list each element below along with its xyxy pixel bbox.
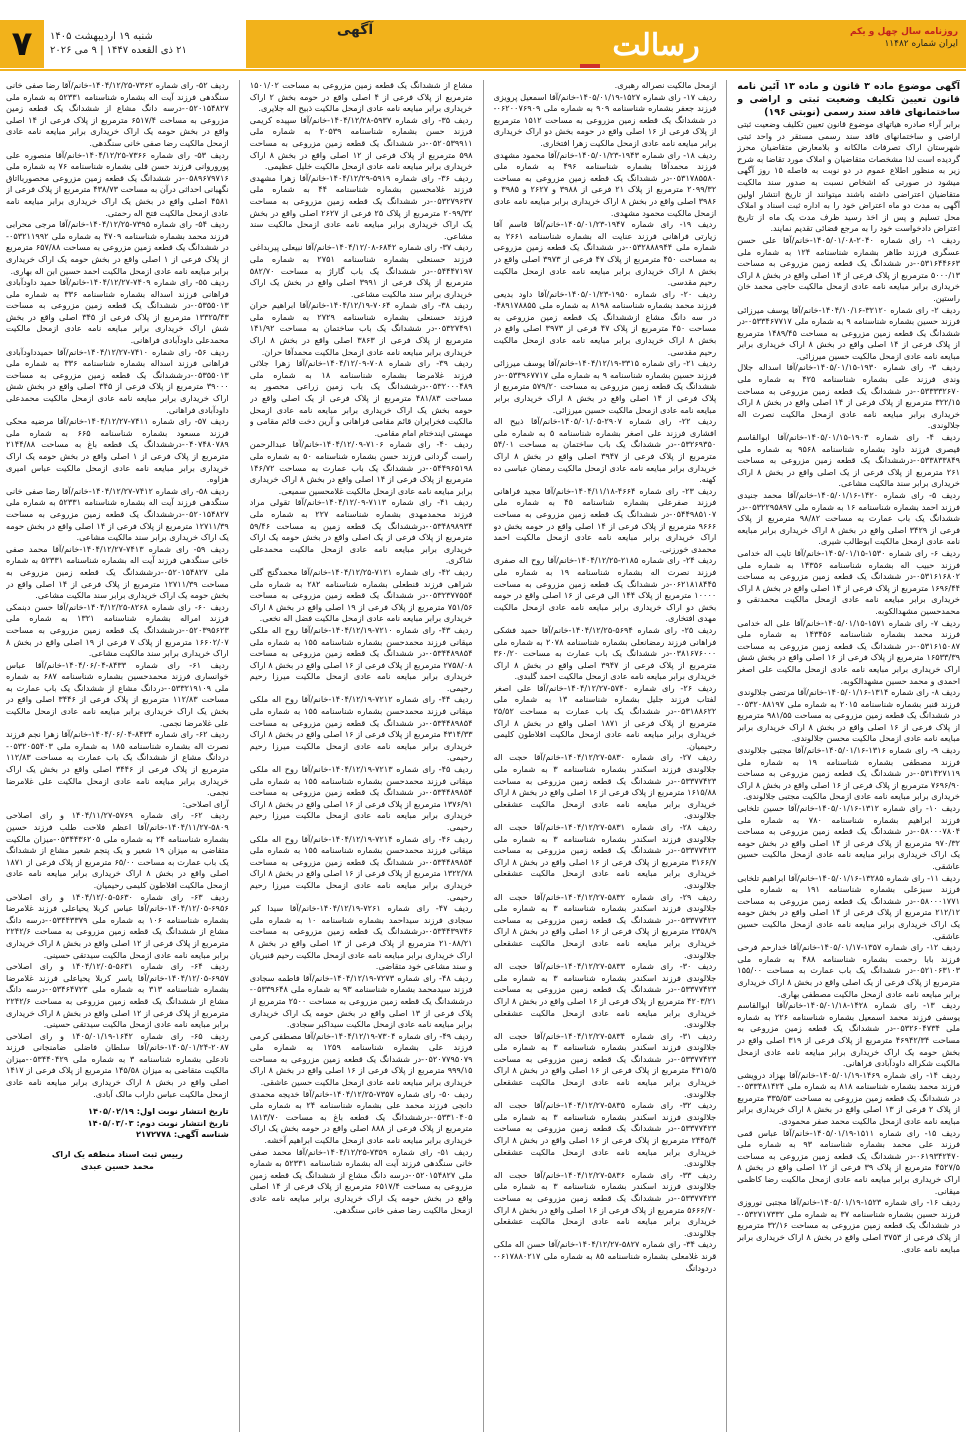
notice-entry: ردیف ۳۴- رای شماره ۵۸۲۷-۱۴۰۴/۱۲/۲۷-خانم/آقا حسن اله ملکی قرند غلامعلی بشماره شناسنامه ۸۵ به شماره ملی ۰۶۱۷۸۸۰۲۱۷-دردودانگ (493, 1239, 717, 1273)
column-4 (6, 80, 229, 1432)
issue-number: ایران شماره ۱۱۴۸۲ (884, 39, 958, 49)
notice-columns (6, 80, 960, 1432)
notice-entry: ردیف ۳۹- رای شماره ۷۰۸-۱۴۰۴/۱۲/۰۹-خانم/آقا زهرا جلائی فرزند غلامرضا بشماره شناسنامه ۱۸ به شماره ملی ۰۵۳۲۰۰۰۴۸۹-درششدانگ یک باب زمین زراعی محصور به مساحت ۴۸۱/۸۳ مترمربع از پلاک فرعی از یک اصلی واقع در حومه بخش یک اراک خریداری برابر مبایعه نامه عادی ازمحل مالکیت فخرایران قائم مقامی فراهانی و آرین دخت قائم مقامی و مهستی ایندختام امام مقامی. (249, 358, 473, 438)
notice-entry: ردیف ۱۸- رای شماره ۱۹۴۳-۱۴۰۵/۰۱/۲۳-خانم/آقا محمود مشهدی فرزند محمدآقا بشماره شناسنامه ۴۹۶ به شماره ملی ۰۵۳۱۷۸۵۵۸۰-در ششدانگ یک قطعه زمین مزروعی به مساحت ۲۰۹۹/۳۲ مترمربع از پلاک ۲۱ فرعی از ۳۹۸۸ و ۲۶۲۷ و ۳۹۸۵ و ۳۹۸۶ اصلی واقع در بخش ۸ اراک خریداری برابر مبایعه نامه عادی ازمحل مالکیت محمود مشهدی. (493, 149, 717, 218)
notice-entry: ردیف ۴۶- رای شماره ۷۲۱۴-۱۴۰۴/۱۲/۱۹-خانم/آقا روح اله ملکی میقانی فرزند محمدحسن بشماره شناسنامه ۱۵۵ به شماره ملی ۰۵۳۴۴۸۹۸۵۴-در ششدانگ یک قطعه زمین مزروعی به مساحت ۱۳۲۲/۷۸ مترمربع از پلاک فرعی از ۱۶ اصلی واقع در بخش ۸ اراک خریداری برابر مبایعه نامه عادی ازمحل مالکیت میرزا رحیم رحیمی. (249, 833, 473, 902)
notice-entry: ردیف ۱۲- رای شماره ۱۳۵۷-۱۴۰۵/۰۱/۱۷-خانم/آقا خدارحم فرحی فرزند بابا رحمت بشماره شناسنامه ۴۸۸ به شماره ملی ۰۵۲۱۰۶۳۱۰۳-در ششدانگ یک باب عمارت به مساحت ۱۵۵/۰۰ مترمربع از پلاک فرعی از یک اصلی واقع در بخش ۸ اراک خریداری برابر مبایعه نامه عادی ازمحل مالکیت مصطفی بهاری. (737, 942, 960, 999)
notice-entry: ردیف ۴- رای شماره ۱۹۰۳-۱۴۰۵/۰۱/۱۵-خانم/آقا ابوالقاسم قیصری فرزند داود بشماره شناسنامه ۹۵۶۸ به شماره ملی ۰۵۳۳۸۳۳۸۴۹-درششدانگ یک قطعه زمین مزروعی به مساحت ۲۶۱ مترمربع از پلاک فرعی از یک اصلی واقع در بخش ۸ اراک خریداری برابر سند مالکیت مشاعی. (737, 432, 960, 489)
notice-entry: ردیف ۵۴- رای شماره ۷۳۹۵-۱۴۰۴/۱۲/۲۵-خانم/آقا مرجی محرابی فرزند محمد بشماره شناسنامه ۴۷۰۹ به شماره ملی ۰۵۳۲۱۱۹۹۲-در ششدانگ یک قطعه زمین مزروعی به مساحت ۶۵۷/۸۸ مترمربع از پلاک فرعی از ۱ اصلی واقع در بخش حومه یک اراک خریداری برابر مبایعه نامه عادی ازمحل مالکیت احمد حسین ابن اله بهاری. (6, 219, 229, 276)
notice-entry: ردیف ۵۹- رای شماره ۷۴۱۳-۱۴۰۴/۱۲/۲۷-خانم/آقا محمد صفی خانی سنگدهی فرزند آیت اله بشماره شناسنامه ۵۲۳۳۱ به شماره ملی ۰۵۲۰۱۵۴۸۲۷-درششدانگ یک قطعه زمین مزروعی به مساحت ۱۲۷۱۱/۳۹ مترمربع از پلاک فرعی از ۱۴ اصلی واقع در بخش حومه یک اراک خریداری برابر سند مالکیت مشاعی. (6, 543, 229, 601)
column-divider (239, 80, 240, 1432)
notice-entry: ردیف ۳۶- رای شماره ۵۹۱۹-۱۴۰۴/۱۲/۲۹-خانم/آقا زهرا مشهدی فرزند غلامحسین بشماره شناسنامه ۴۴ به شماره ملی ۰۵۳۲۷۹۶۳۷-در ششدانگ یک قطعه زمین مزروعی به مساحت ۲۰۹۹/۳۲ مترمربع از پلاک ۲۵ فرعی از ۲۶۲۷ اصلی واقع در بخش یک اراک خریداری برابر مبایعه نامه عادی ازمحل مالکیت سند مشاعی. (249, 172, 473, 241)
column-2 (494, 80, 717, 1432)
notice-entry: ردیف ۱۹- رای شماره ۱۹۴۷-۱۴۰۵/۰۱/۲۳-خانم/آقا قاسم آقا زیارتی فراهانی فرزند عنایت اله بشماره شناسنامه ۲۶۶۱ به شماره ملی ۰۵۳۲۸۸۸۹۴۴-در ششدانگ یک قطعه زمین مزروعی به مساحت ۴۵۰ مترمربع از پلاک ۴۷ فرعی از ۳۹۷۳ اصلی واقع در بخش ۸ اراک خریداری برابر مبایعه نامه عادی ازمحل مالکیت رحیم مقدسی. (493, 219, 717, 288)
notice-entry: ردیف ۴۵- رای شماره ۷۲۱۳-۱۴۰۴/۱۲/۱۹-خانم/آقا روح اله ملکی میقانی فرزند محمدحسن بشماره شناسنامه ۱۵۵ به شماره ملی ۰۵۳۴۴۸۹۸۵۴-در ششدانگ یک قطعه زمین مزروعی به مساحت ۱۳۷۶/۹۱ مترمربع از پلاک فرعی از ۱۶ اصلی واقع در بخش ۸ اراک خریداری برابر مبایعه نامه عادی ازمحل مالکیت میرزا رحیم رحیمی. (249, 764, 473, 832)
notice-entry: مشاع از ششدانگ یک قطعه زمین مزروعی به مساحت ۱۵۰۱/۰۲ مترمربع از پلاک فرعی از ۴ اصلی واقع در حومه بخش ۲ اراک خریداری برابر مبایعه نامه عادی ازمحل مالکیت ذبیح اله جلایری. (249, 80, 473, 114)
column-divider (726, 80, 727, 1432)
notice-entry: ردیف ۶- رای شماره ۱۵۳۰-۱۴۰۵/۰۱/۱۵-خانم/آقا تایب اله خدامی فرزند حبیب اله بشماره شناسنامه ۱۴۳۵۶ به شماره ملی ۰۵۳۱۶۱۶۸۰۲-در ششدانگ یک قطعه زمین مزروعی به مساحت ۱۶۹۶/۴۴ مترمربع از پلاک فرعی از ۱۴ اصلی واقع در بخش ۸ اراک خریداری برابر مبایعه نامه عادی ازمحل مالکیت محمدنقی و محمدحسین مشهدالکوبه. (737, 547, 960, 616)
notice-title: آگهی موضوع ماده ۳ قانون و ماده ۱۳ آئین نامه قانون تعیین تکلیف وضعیت ثبتی و اراضی و ساختمانهای فاقد سند رسمی (نوبتی ۱۹۶) (737, 81, 960, 118)
notice-entry: ردیف ۱۳- رای شماره ۱۴۲۸-۱۴۰۵/۰۱/۱۸-خانم/آقا ابوالقاسم یوسفی فرزند محمد اسمعیل بشماره شناسنامه ۲۲۶ به شماره ملی ۰۵۳۲۶۰۴۷۳۴-در ششدانگ یک قطعه زمین مزروعی به مساحت ۴۶۹۴۲/۳۴ مترمربع از پلاک فرعی از ۳۱۹ اصلی واقع در بخش حومه یک اراک خریداری برابر مبایعه نامه عادی ازمحل مالکیت شکراله داودآبادی فراهانی. (737, 1000, 960, 1069)
issue-date-other: ۲۱ ذی القعده ۱۴۴۷ | ۹ می ۲۰۲۶ (50, 45, 187, 56)
notice-entry: ردیف ۲۸- رای شماره ۵۸۳۱-۱۴۰۴/۱۲/۲۷-خانم/آقا حجت اله جلالوندی فرزند اسکندر بشماره شناسنامه ۳ به شماره ملی ۰۵۳۳۷۷۴۲۳-در ششدانگ یک قطعه زمین مزروعی به مساحت ۳۱۶۶/۷ مترمربع از پلاک فرعی از ۱۶ اصلی واقع در بخش ۸ اراک خریداری برابر مبایعه نامه عادی ازمحل مالکیت عشقعلی جلالوندی. (493, 822, 717, 890)
notice-entry: ردیف ۱۴- رای شماره ۱۴۶۹-۱۴۰۵/۰۱/۱۹-خانم/آقا بهزاد درویشی فرزند محمد بشماره شناسنامه ۸۱۸ به شماره ملی ۰۵۳۳۴۸۱۴۲۴-در ششدانگ یک قطعه زمین مزروعی به مساحت ۳۳۵/۵۳ مترمربع از پلاک ۲ فرعی از ۱۳ اصلی واقع در بخش ۸ اراک خریداری برابر مبایعه نامه عادی ازمحل مالکیت محمد صفر محمودی. (737, 1069, 960, 1127)
notice-entry: ردیف ۲۷- رای شماره ۵۸۳۰-۱۴۰۴/۱۲/۲۷-خانم/آقا حجت اله جلالوندی فرزند اسکندر بشماره شناسنامه ۳ به شماره ملی ۰۵۳۳۷۷۴۲۳-در ششدانگ یک قطعه زمین مزروعی به مساحت ۱۶۱۵/۸۸ مترمربع از پلاک فرعی از ۱۶ اصلی واقع در بخش ۸ اراک خریداری برابر مبایعه نامه عادی ازمحل مالکیت عشقعلی جلالوندی. (493, 752, 717, 821)
column-3-entries (250, 80, 473, 1216)
notice-entry: ردیف ۶۲- رای شماره ۸۴۳۴-۱۴۰۴/۰۶/۰۴-خانم/آقا زهرا نجم فرزند نصرت اله بشماره شناسنامه ۱۸۵ به شماره ملی ۰۵۳۲۰۵۵۴۰۳-دردانگ مشاع از ششدانگ یک باب عمارت به مساحت ۱۱۲/۸۳ مترمربع از پلاک فرعی از ۳۴۴۶ اصلی واقع در بخش یک اراک خریداری برابر مبایعه نامه عادی ازمحل مالکیت علی غلامرضا نجمی. (6, 729, 229, 798)
notice-entry: ردیف ۲۳- رای شماره ۴۶۶۴-۱۴۰۴/۱۱/۱۸-خانم/آقا مجید فراهانی فرزند صفرعلی بشماره شناسنامه ۴۵ به شماره ملی ۰۵۴۴۹۸۵۱۰۷-در ششدانگ یک قطعه زمین مزروعی به مساحت ۹۶۶۶ مترمربع از پلاک فرعی از ۱۴ اصلی واقع در حومه بخش دو اراک خریداری برابر مبایعه نامه عادی ازمحل مالکیت احمد محمدی خورزنی. (493, 485, 717, 554)
notice-entry: ردیف ۱۱- رای شماره ۱۳۲۸۵-۱۴۰۵/۰۱/۱۶-خانم/آقا ابراهیم تلخابی فرزند سیزعلی بشماره شناسنامه ۱۹۱ به شماره ملی ۰۵۸۰۰۰۱۷۷۱-در ششدانگ یک قطعه زمین مزروعی به مساحت ۲۱۲/۱۲ مترمربع از پلاک فرعی از ۱۴ اصلی واقع در بخش حومه یک اراک خریداری برابر مبایعه نامه عادی ازمحل مالکیت حسین عاشقی. (737, 872, 960, 941)
notice-entry: ردیف ۴۸- رای شماره ۷۲۷۳-۱۴۰۴/۱۲/۱۹-خانم/آقا فاطمه سجادی فرزند سیدمحمد بشماره شناسنامه ۹۳ به شماره ملی ۰۵۳۳۹۶۴۸-درششدانگ یک قطعه زمین مزروعی به مساحت ۲۵۰۰ مترمربع از پلاک فرعی از ۱۳ اصلی واقع در بخش حومه یک اراک خریداری برابر مبایعه نامه عادی ازمحل مالکیت سیداکبر سجادی. (249, 972, 473, 1030)
notice-entry: ردیف ۳۲- رای شماره ۵۸۳۵-۱۴۰۴/۱۲/۲۷-خانم/آقا حجت اله جلالوندی فرزند اسکندر بشماره شناسنامه ۳ به شماره ملی ۰۵۳۳۷۷۴۲۳-در ششدانگ یک قطعه زمین مزروعی به مساحت ۲۴۴۵/۴ مترمربع از پلاک فرعی از ۱۶ اصلی واقع در بخش ۸ اراک خریداری برابر مبایعه نامه عادی ازمحل مالکیت عشقعلی جلالوندی. (493, 1100, 717, 1169)
notice-entry: ردیف ۳۳- رای شماره ۵۸۳۶-۱۴۰۴/۱۲/۲۷-خانم/آقا حجت اله جلالوندی فرزند اسکندر بشماره شناسنامه ۳ به شماره ملی ۰۵۳۳۷۷۴۲۳-در ششدانگ یک قطعه زمین مزروعی به مساحت ۵۶۶۶/۷۰ مترمربع از پلاک فرعی از ۱۶ اصلی واقع در بخش ۸ اراک خریداری برابر مبایعه نامه عادی ازمحل مالکیت عشقعلی جلالوندی. (493, 1169, 717, 1238)
notice-entry: ردیف ۵۸- رای شماره ۷۴۱۲-۱۴۰۴/۱۲/۲۷-خانم/آقا رضا صفی خانی سنگدهی فرزند آیت اله بشماره شناسنامه ۵۲۳۳۱ به شماره ملی ۰۵۲۰۱۵۴۸۲۷-درششدانگ یک قطعه زمین مزروعی به مساحت ۱۲۷۱۱/۳۹ مترمربع از پلاک فرعی از ۱۴ اصلی واقع در بخش حومه یک اراک خریداری برابر سند مالکیت مشاعی. (6, 485, 229, 543)
header-divider (0, 69, 966, 71)
newspaper-header (0, 0, 966, 70)
notice-entry: ردیف ۵۰- رای شماره ۷۳۵۷-۱۴۰۴/۱۲/۲۵-خانم/آقا خدیجه محمدی دانجی فرزند محمد علی بشماره شناسنامه ۲۴ به شماره ملی ۰۵۳۳۱۰۴۰۵-درششدانگ یک قطعه باغ به مساحت ۱۸۱۳/۷۰ مترمربع از پلاک فرعی از ۸۸۸ اصلی واقع در حومه بخش یک اراک خریداری برابر مبایعه نامه عادی ازمحل مالکیت ابراهیم آخشه. (249, 1088, 473, 1146)
issue-date-persian: شنبه ۱۹ اردیبهشت ۱۴۰۵ (50, 31, 153, 42)
notice-entry: ردیف ۴۳- رای شماره ۷۲۱۰-۱۴۰۴/۱۲/۱۹-خانم/آقا روح اله ملکی میقانی فرزند محمدحسن بشماره شناسنامه ۱۵۵ به شماره ملی ۰۵۳۴۴۸۹۸۵۴-در ششدانگ یک قطعه زمین مزروعی به مساحت ۲۷۵۸/۰۸ مترمربع از پلاک فرعی از ۱۶ اصلی واقع در بخش ۸ اراک خریداری برابر مبایعه نامه عادی ازمحل مالکیت میرزا رحیم رحیمی. (249, 624, 473, 693)
notice-entry: ردیف ۲۵- رای شماره ۵۶۹۴-۱۴۰۴/۱۲/۲۵-خانم/آقا حمید فشکی فراهانی فرزند رمضانعلی بشماره شناسنامه ۲۰۷۸ به شماره ملی ۰۳۸۱۶۷۶۰۰۰-در ششدانگ یک باب عمارت به مساحت ۳۶۰/۲۰ مترمربع از پلاک فرعی از ۳۹۴۷ اصلی واقع در بخش ۸ اراک خریداری برابر مبایعه نامه عادی ازمحل مالکیت احمد گلبدی. (493, 624, 717, 682)
notice-entry: ردیف ۱۰- رای شماره ۱۳۱۲-۱۴۰۵/۰۱/۱۶-خانم/آقا حسین تلخابی فرزند ابراهیم بشماره شناسنامه ۷۸۰ به شماره ملی ۰۵۸۰۰۰۷۸۰۴-در ششدانگ یک قطعه زمین مزروعی به مساحت ۹۷۰/۳۲ مترمربع از پلاک فرعی از ۱۴ اصلی واقع در بخش حومه یک اراک خریداری برابر مبایعه نامه عادی ازمحل مالکیت حسین عاشقی. (737, 803, 960, 871)
notice-id: شناسه آگهی: ۲۱۷۲۷۷۸ (136, 1129, 229, 1140)
notice-entry: آرای اصلاحی: (182, 798, 229, 809)
notice-entry: ردیف ۳۵- رای شماره ۵۹۳۷-۱۴۰۴/۱۲/۲۸-خانم/آقا سپیده کریمی فرزند حسن بشماره شناسنامه ۲۰۵۳۹ به شماره ملی ۰۵۲۰۵۳۹۹۱۱-در ششدانگ یک قطعه زمین مزروعی به مساحت ۵۹۸ مترمربع از پلاک فرعی از ۱۲ اصلی واقع در بخش ۸ اراک خریداری برابر مبایعه نامه عادی ازمحل مالکیت خلیل عظیمی. (249, 114, 473, 172)
notice-entry: ردیف ۲۶- رای شماره ۵۷۴۰-۱۴۰۴/۱۲/۲۷-خانم/آقا علی اصغر لفتاب فرزند جلیل بشماره شناسنامه ۱۳ به شماره ملی ۰۵۳۱۸۸۶۲۲-در ششدانگ یک باب عمارت به مساحت ۲۵/۵۲ مترمربع از پلاک فرعی از ۱۸۷۱ اصلی واقع در بخش ۸ اراک خریداری برابر مبایعه نامه عادی ازمحل مالکیت افلاطون کلیمی رحیمیان. (493, 682, 717, 751)
notice-entry: ردیف ۶۲- رای شماره ۵۷۶۹-۱۴۰۴/۱۱/۲۷ و رای اصلاحی ۵۸۰۹-۱۴۰۴/۱۱/۲۷-خانم/آقا اعظم فلاحت طلب فرزند حسین بشماره شناسنامه ۲۴ به شماره ملی ۰۵۳۴۴۳۶۲۰۵-میزان مالکیت متقاضی به میزان ۱۹ شعیر و یک پنجم شعیر مشاع از ششدانگ یک باب عمارت به مساحت ۶۵/۰۰ مترمربع از پلاک فرعی از ۱۸۷۱ اصلی واقع در بخش ۸ اراک خریداری برابر مبایعه نامه عادی ازمحل مالکیت افلاطون کلیمی رحیمیان. (6, 810, 229, 890)
notice-entry: ردیف ۲۹- رای شماره ۵۸۳۲-۱۴۰۴/۱۲/۲۷-خانم/آقا حجت اله جلالوندی فرزند اسکندر بشماره شناسنامه ۳ به شماره ملی ۰۵۳۳۷۷۴۲۳-در ششدانگ یک قطعه زمین مزروعی به مساحت ۲۳۵۸/۹ مترمربع از پلاک فرعی از ۱۶ اصلی واقع در بخش ۸ اراک خریداری برابر مبایعه نامه عادی ازمحل مالکیت عشقعلی جلالوندی. (493, 891, 717, 960)
notice-entry: ردیف ۵۱- رای شماره ۷۳۵۹-۱۴۰۴/۱۲/۲۵-خانم/آقا محمد صفی خانی سنگدهی فرزند آیت اله بشماره شناسنامه ۵۲۳۳۱ به شماره ملی ۰۵۲۰۱۵۴۸۲۷-درسه دانگ مشاع از ششدانگ یک قطعه زمین مزروعی به مساحت ۶۵۱۷/۴ مترمربع از پلاک فرعی از ۱۴ اصلی واقع در بخش حومه یک اراک خریداری برابر مبایعه نامه عادی ازمحل مالکیت رضا صفی خانی سنگدهی. (249, 1146, 473, 1215)
signer-title: رییس ثبت اسناد منطقه یک اراک (51, 1149, 183, 1160)
signature-block (6, 1149, 229, 1172)
notice-entry: ردیف ۶۱- رای شماره ۸۴۳۳-۱۴۰۴/۰۶/۰۴-خانم/آقا عباس خوانساری فرزند محمدحسین بشماره شناسنامه ۶۸۷ به شماره ملی ۰۵۳۳۲۱۹۱۰۹-دردانگ مشاع از ششدانگ یک باب عمارت به مساحت ۱۱۲/۸۳ مترمربع از پلاک فرعی از ۳۴۴۶ اصلی واقع در بخش یک اراک خریداری برابر مبایعه نامه عادی ازمحل مالکیت علی غلامرضا نجمی. (6, 659, 229, 728)
notice-entry: ردیف ۱۷- رای شماره ۱۵۲۷-۱۴۰۵/۰۱/۱۹-خانم/آقا اسمعیل پرویزی فرزند جعفر بشماره شناسنامه ۹۰۹ به شماره ملی ۰۶۲۰۰۷۶۹۰۹-در ششدانگ یک قطعه زمین مزروعی به مساحت ۱۵۱۲ مترمربع از پلاک فرعی از ۱۶ اصلی واقع در حومه بخش دو اراک خریداری برابر مبایعه نامه عادی ازمحل مالکیت زهرا افتخاری. (493, 91, 717, 148)
notice-entry: ردیف ۸- رای شماره ۱۳۱۴-۱۴۰۵/۰۱/۱۶-خانم/آقا مرتضی جلالوندی فرزند قنبر بشماره شناسنامه ۲۰۱۵ به شماره ملی ۰۵۳۲۰۸۸۱۹۷-در ششدانگ یک قطعه زمین مزروعی به مساحت ۹۸۱/۵۵ مترمربع از پلاک فرعی از ۱۶ اصلی واقع در بخش ۸ اراک خریداری برابر مبایعه نامه عادی ازمحل مالکیت محسن جلالوندی. (737, 687, 960, 744)
notice-footer (6, 1106, 229, 1141)
publication-year: روزنامه سال چهل و یکم (849, 27, 958, 37)
column-divider (483, 80, 484, 1432)
notice-entry: ردیف ۱۶- رای شماره ۱۵۲۳-۱۴۰۵/۰۱/۱۹-خانم/آقا مجتبی نوروزی فرزند حسین بشماره شناسنامه ۳۷ به شماره ملی ۰۵۳۲۷۱۷۳۳۲-در ششدانگ یک قطعه زمین مزروعی به مساحت ۳۲/۱۶ مترمربع از پلاک فرعی از ۳۷۵۳ اصلی واقع در بخش ۸ اراک خریداری برابر مبایعه نامه عادی. (737, 1197, 960, 1254)
notice-entry: ردیف ۱- رای شماره ۲۰۴۰-۱۴۰۵/۰۱/۰۸-خانم/آقا علی حسن عسگری فرزند طاهر بشماره شناسنامه ۱۲۴ به شماره ملی ۰۵۳۱۶۴۴۶۶۳-در ششدانگ یک قطعه زمین مزروعی به مساحت ۵۰۰۰/۱۳ مترمربع از پلاک فرعی از ۱۴ اصلی واقع در بخش ۸ اراک خریداری برابر مبایعه نامه عادی ازمحل مالکیت حاجی محمد خان راستین. (737, 234, 960, 303)
notice-entry: ازمحل مالکیت نصراله رهبری. (614, 80, 717, 90)
notice-entry: ردیف ۵۲- رای شماره ۷۳۶۲-۱۴۰۴/۱۲/۲۵-خانم/آقا رضا صفی خانی سنگدهی فرزند آیت اله بشماره شناسنامه ۵۲۳۳۱ به شماره ملی ۰۵۲۰۱۵۴۸۲۷-درسه دانگ مشاع از ششدانگ یک قطعه زمین مزروعی به مساحت ۶۵۱۷/۴ مترمربع از پلاک فرعی از ۱۴ اصلی واقع در بخش حومه یک اراک خریداری برابر مبایعه نامه عادی ازمحل مالکیت رضا صفی خانی سنگدهی. (6, 80, 229, 148)
notice-entry: ردیف ۱۵- رای شماره ۱۵۱۱-۱۴۰۵/۰۱/۱۹-خانم/آقا عباس قمی فرزند علی محمد بشماره شناسنامه ۹۳ به شماره ملی ۰۶۱۹۳۴۲۴۷۰-در ششدانگ یک قطعه زمین مزروعی به مساحت ۴۵۲۷/۵ مترمربع از پلاک ۳۹ فرعی از ۱۲ اصلی واقع در بخش ۸ اراک خریداری برابر مبایعه نامه عادی ازمحل مالکیت رضا کاظمی میقانی. (737, 1127, 960, 1196)
notice-entry: ردیف ۳۰- رای شماره ۵۸۳۳-۱۴۰۴/۱۲/۲۷-خانم/آقا حجت اله جلالوندی فرزند اسکندر بشماره شناسنامه ۳ به شماره ملی ۰۵۳۳۷۷۴۲۳-در ششدانگ یک قطعه زمین مزروعی به مساحت ۴۲۰۳/۲۱ مترمربع از پلاک فرعی از ۱۶ اصلی واقع در بخش ۸ اراک خریداری برابر مبایعه نامه عادی ازمحل مالکیت عشقعلی جلالوندی. (493, 961, 717, 1030)
notice-entry: ردیف ۶۰- رای شماره ۸۲۶۸-۱۴۰۴/۱۲/۲۵-خانم/آقا حسن دبنمکی فرزند امراله بشماره شناسنامه ۱۳۲۱ به شماره ملی ۰۵۲۰۳۹۵۶۲۳-درششدانگ یک قطعه زمین مزروعی به مساحت ۱۶۶۰۲/۰۷ مترمربع از پلاک ۷ فرعی از ۱۹ اصلی واقع در بخش ۸ اراک خریداری برابر سند مالکیت مشاعی. (6, 601, 229, 659)
notice-entry: ردیف ۴۴- رای شماره ۷۲۱۲-۱۴۰۴/۱۲/۱۹-خانم/آقا روح اله ملکی میقانی فرزند محمدحسن بشماره شناسنامه ۱۵۵ به شماره ملی ۰۵۳۴۴۸۹۸۵۴-در ششدانگ یک قطعه زمین مزروعی به مساحت ۴۳۱۴/۳۳ مترمربع از پلاک فرعی از ۱۶ اصلی واقع در بخش ۸ اراک خریداری برابر مبایعه نامه عادی ازمحل مالکیت میرزا رحیم رحیمی. (249, 694, 473, 763)
notice-entry: ردیف ۴۹- رای شماره ۷۳۰۴-۱۴۰۴/۱۲/۱۹-خانم/آقا مصطفی کرمی فرزند علی بشماره شناسنامه ۱۲۵۹ به شماره ملی ۰۵۲۰۷۷۹۵۰۷۹-در ششدانگ یک قطعه زمین مزروعی به مساحت ۹۹۹/۱۵ مترمربع از پلاک فرعی از ۱۶ اصلی واقع در بخش ۸ اراک خریداری برابر مبایعه نامه عادی ازمحل مالکیت حسین عاشقی. (249, 1030, 473, 1088)
logo-accent-bar (580, 64, 600, 68)
notice-entry: ردیف ۷- رای شماره ۱۵۷۱-۱۴۰۵/۰۱/۱۵-خانم/آقا علی اله خدامی فرزند محمد بشماره شناسنامه ۱۴۳۴۵۶ به شماره ملی ۰۵۳۱۶۱۵۰۸۷-در ششدانگ یک قطعه زمین مزروعی به مساحت ۱۶۵۳۳/۳۹ مترمربع از پلاک فرعی از ۱۶ اصلی واقع در بخش شش اراک خریداری برابر مبایعه نامه عادی ازمحل مالکیت علی اصغر احمدی و محمد حسین مشهدالکوبه. (737, 617, 960, 686)
publication-date-second: تاریخ انتشار نوبت دوم: ۱۴۰۵/۰۳/۰۳ (87, 1117, 229, 1128)
notice-intro: برابر آراء صادره هیاتهای موضوع قانون تعیین تکلیف وضعیت ثبتی اراضی و ساختمانهای فاقد سند رسمی مستقر در واحد ثبتی شهرستان اراک تصرفات مالکانه و بلامعارض متقاضیان محرز گردیده است لذا مشخصات متقاضیان و املاک مورد تقاضا به شرح زیر به منظور اطلاع عموم در دو نوبت به فاصله ۱۵ روز آگهی میشود در صورتی که اشخاص نسبت به صدور سند مالکیت متقاضیان اعتراضی داشته باشند میتوانند از تاریخ انتشار اولین آگهی به مدت دو ماه اعتراض خود را به اداره ثبت اسناد و املاک محل تسلیم و پس از اخذ رسید ظرف مدت یک ماه از تاریخ اعتراض دادخواست خود را به مرجع قضائی تقدیم نمایند. (737, 119, 960, 234)
notice-entry: ردیف ۲۰- رای شماره ۱۹۵۰-۱۴۰۵/۰۱/۲۳-خانم/آقا داود بدیعی فرزند محمد بشماره شناسنامه ۸۱۹۸ به شماره ملی ۴۸۹۱۷۸۸۵۵-در سه دانگ مشاع ازششدانگ یک قطعه زمین مزروعی به مساحت ۴۵۰ مترمربع از پلاک ۴۷ فرعی از ۳۹۷۳ اصلی واقع در بخش ۸ اراک خریداری برابر مبایعه نامه عادی ازمحل مالکیت رحیم مقدسی. (493, 288, 717, 357)
publication-meta (728, 26, 958, 62)
column-2-entries (494, 80, 717, 1274)
notice-entry: ردیف ۲۲- رای شماره ۲۹۰۷-۱۴۰۵/۰۱/۰۵-خانم/آقا ذبیح اله افشاری فرزند علی اصغر بشماره شناسنامه ۵ به شماره ملی ۰۵۳۲۶۹۳۵۰-در ششدانگ یک باب ساختمان به مساحت ۵۴/۰۱ مترمربع از پلاک فرعی از ۳۹۴۷ اصلی واقع در بخش ۸ اراک خریداری برابر مبایعه نامه عادی ازمحل مالکیت رمضان عباسی ده کهنه. (493, 416, 717, 485)
column-1-entries (737, 235, 960, 1255)
column-1 (737, 80, 960, 1432)
notice-entry: ردیف ۳۷- رای شماره ۶۸۴۲-۱۴۰۴/۱۲/۰۸-خانم/آقا نبیعلی پیربداغی فرزند حسنعلی بشماره شناسنامه ۲۷۵۱ به شماره ملی ۰۵۴۴۴۷۱۹۷-در ششدانگ یک باب گاراژ به مساحت ۵۸۲/۷۰ مترمربع از پلاک فرعی از ۳۹۹۱ اصلی واقع در بخش یک اراک خریداری برابر سند مالکیت مشاعی. (249, 242, 473, 299)
notice-entry: ردیف ۵۷- رای شماره ۷۴۱۱-۱۴۰۴/۱۲/۲۷-خانم/آقا مرضیه محکی فرزند مسعود بشماره شناسنامه ۶۶۵ به شماره ملی ۰۴۰۷۴۸۰۷۸۹-درششدانگ یک قطعه باغ به مساحت ۲۱۴۴/۸۸ مترمربع از پلاک فرعی از ۱ اصلی واقع در بخش حومه یک اراک خریداری برابر مبایعه نامه عادی ازمحل مالکیت عباس امیری هزاوه. (6, 416, 229, 485)
notice-entry: ردیف ۶۵- رای شماره ۱۶۴۲-۱۴۰۵/۰۱/۱۹ و رای اصلاحی ۲۰۸۷-۱۴۰۵/۰۱/۲۴-خانم/آقا سلطان فاضلی ضامنجانی فرزند نادعلی بشماره شناسنامه ۳ به شماره ملی ۰۵۳۴۴۰۴۲۹-میزان مالکیت متقاضی به میزان ۱۴۵/۵۸ مترمربع از پلاک فرعی از ۱۴۱۷ اصلی واقع در بخش ۸ اراک خریداری برابر مبایعه نامه عادی ازمحل مالکیت عباس داراب مالک آبادی. (6, 1030, 229, 1099)
notice-entry: ردیف ۲- رای شماره ۳۲۱۲۰-۱۴۰۴/۱۰/۱۶-خانم/آقا یوسف میرزائی فرزند حسین بشماره شناسنامه ۹ به شماره ملی ۰۵۳۳۴۶۷۷۱۷-در ششدانگ یک قطعه زمین مزروعی به مساحت ۱۴۸۹/۴۵ مترمربع از پلاک فرعی از ۱۴ اصلی واقع در بخش ۸ اراک خریداری برابر مبایعه نامه عادی ازمحل مالکیت حسین میرزائی. (737, 304, 960, 361)
notice-entry: ردیف ۴۱- رای شماره ۷۱۱۳-۱۴۰۴/۱۲/۰۹-خانم/آقا تقولی مراد فرزند محمدمهدی بشماره شناسنامه ۲۲۷ به شماره ملی ۰۵۳۴۸۹۸۹۳۴-درششدانگ یک قطعه زمین به مساحت ۵۹/۴۶ مترمربع از پلاک فرعی از یک اصلی واقع در بخش حومه یک اراک خریداری برابر مبایعه نامه عادی ازمحل مالکیت محمدعلی شاکری. (249, 497, 473, 566)
issue-date (50, 30, 240, 58)
notice-entry: ردیف ۵۵- رای شماره ۷۴۰۹-۱۴۰۴/۱۲/۲۷-خانم/آقا حمید داودآبادی فراهانی فرزند اسداله بشماره شناسنامه ۳۳۶ به شماره ملی ۰۵۳۵۵۰۱۳-در ششدانگ یک قطعه زمین مزروعی به مساحت ۱۳۳۲۵/۴۳ مترمربع از پلاک فرعی از ۳۴۵ اصلی واقع در بخش شش اراک خریداری برابر مبایعه نامه عادی ازمحل مالکیت محمدعلی داودآبادی فراهانی. (6, 277, 229, 346)
notice-entry: ردیف ۶۴- رای شماره ۵۶۳۱-۱۴۰۴/۱۲/۰۵ و رای اصلاحی ۶۹۵۷-۱۴۰۴/۱۲/۰۵-خانم/آقا یاسر کربلا یحیاعلی فرزند غلامرضا بشماره شناسنامه ۳۱۳ به شماره ملی ۰۵۳۴۶۴۷۲۳-درسه دانگ مشاع از ششدانگ یک قطعه زمین مزروعی به مساحت ۲۲۴۲/۶ مترمربع از پلاک فرعی از ۱۲ اصلی واقع در بخش ۸ اراک خریداری برابر مبایعه نامه عادی ازمحل مالکیت سیدتقی حسینی. (6, 961, 229, 1030)
publication-date-first: تاریخ انتشار نوبت اول: ۱۴۰۵/۰۲/۱۹ (87, 1106, 229, 1117)
notice-entry: ردیف ۳۸- رای شماره ۷۰۶۴-۱۴۰۴/۱۲/۱۹-خانم/آقا ابراهیم حران فرزند حسنعلی بشماره شناسنامه ۲۷۲۹ به شماره ملی ۰۵۳۲۷۴۹۱-در ششدانگ یک باب ساختمان به مساحت ۱۴۱/۹۲ مترمربع از پلاک فرعی از ۳۸۶۳ اصلی واقع در بخش ۸ اراک خریداری برابر مبایعه نامه عادی ازمحل مالکیت محمدآقا حران. (249, 300, 473, 357)
notice-entry: ردیف ۴۷- رای شماره ۷۲۶۱-۱۴۰۴/۱۲/۱۹-خانم/آقا سیدا کبر سجادی فرزند سیداحمد بشماره شناسنامه ۱۰ به شماره ملی ۰۵۳۴۴۳۹۷۴۶-درششدانگ یک قطعه زمین مزروعی به مساحت ۲۱۰۸۸/۲۱ مترمربع از پلاک فرعی از ۱۳ اصلی واقع در بخش ۸ اراک خریداری برابر مبایعه نامه عادی ازمحل مالکیت رحیم قنبریان و سند مشاعی خود متقاضی. (249, 903, 473, 972)
notice-entry: ردیف ۳- رای شماره ۱۹۳۰-۱۴۰۵/۰۱/۱۵-خانم/آقا اسداله جلال وندی فرزند علی بشماره شناسنامه ۴۲۵ به شماره ملی ۰۵۳۳۳۳۲۶۷۰-در ششدانگ یک قطعه زمین مزروعی به مساحت ۳۲۲/۱۵ مترمربع از پلاک فرعی از ۱۴ اصلی واقع در بخش ۸ اراک خریداری برابر مبایعه نامه عادی ازمحل مالکیت نصرت اله جلالوندی. (737, 362, 960, 431)
notice-entry: ردیف ۵- رای شماره ۱۴۲۰-۱۴۰۵/۰۱/۱۶-خانم/آقا محمد جنیدی فرزند احمد بشماره شناسنامه ۱۶ به شماره ملی ۰۵۳۲۲۹۵۸۹۷-در ششدانگ یک باب عمارت به مساحت ۹۸/۸۲ مترمربع از پلاک فرعی از ۳۴۲۹ اصلی واقع در بخش ۸ اراک خریداری برابر مبایعه نامه عادی ازمحل مالکیت ابوطالب شیری. (737, 490, 960, 547)
notice-entry: ردیف ۴۲- رای شماره ۷۱۲۱-۱۴۰۴/۱۲/۲۵-خانم/آقا محمدگنج گلی شراهی فرزند قنطعلی بشماره شناسنامه ۲۸۲ به شماره ملی ۰۵۳۲۳۷۷۵۵۴-در ششدانگ یک قطعه زمین مزروعی به مساحت ۷۵۱/۵۶ مترمربع از پلاک فرعی از ۱۹ اصلی واقع در بخش ۸ اراک خریداری برابر مبایعه نامه عادی ازمحل مالکیت فضل اله نخعی. (249, 566, 473, 624)
page-number: ۷ (0, 20, 44, 68)
notice-entry: ردیف ۵۶- رای شماره ۷۴۱۰-۱۴۰۴/۱۲/۲۷-خانم/آقا حمیدداودآبادی فراهانی فرزند اسداله بشماره شناسنامه ۳۳۶ به شماره ملی ۰۵۳۵۵۰۱۳-درششدانگ یک قطعه زمین مزروعی به مساحت ۳۹۰۰۰ مترمربع از پلاک فرعی از ۳۴۵ اصلی واقع در بخش شش اراک خریداری برابر مبایعه نامه عادی ازمحل مالکیت محمدعلی داودآبادی فراهانی. (6, 346, 229, 415)
notice-entry: ردیف ۴۰- رای شماره ۷۱۰۶-۱۴۰۴/۱۲/۰۹-خانم/آقا عبدالرحمن راست گردانی فرزند حسن بشماره شناسنامه ۵۰ به شماره ملی ۰۵۴۴۹۶۵۱۹۸-در ششدانگ یک باب عمارت به مساحت ۱۴۶/۷۲ مترمربع از پلاک فرعی از ۱۴ اصلی واقع در بخش ۸ اراک خریداری برابر مبایعه نامه عادی ازمحل مالکیت غلامحسین سمیعی. (249, 439, 473, 496)
notice-entry: ردیف ۶۳- رای شماره ۵۶۳۰-۱۴۰۴/۱۲/۰۵ و رای اصلاحی ۶۹۵۶-۱۴۰۴/۱۲/۰۵-خانم/آقا عباس کربلا یحیاعلی فرزند غلامرضا بشماره شناسنامه ۱۰۶ به شماره ملی ۰۵۳۴۴۳۳۷۹-درسه دانگ مشاع از ششدانگ یک قطعه زمین مزروعی به مساحت ۲۲۴۲/۶ مترمربع از پلاک فرعی از ۱۲ اصلی واقع در بخش ۸ اراک خریداری برابر مبایعه نامه عادی ازمحل مالکیت سیدتقی حسینی. (6, 891, 229, 960)
column-4-entries (6, 80, 229, 1100)
notice-entry: ردیف ۳۱- رای شماره ۵۸۳۴-۱۴۰۴/۱۲/۲۷-خانم/آقا حجت اله جلالوندی فرزند اسکندر بشماره شناسنامه ۳ به شماره ملی ۰۵۳۳۷۷۴۲۳-در ششدانگ یک قطعه زمین مزروعی به مساحت ۴۳۱۵/۵ مترمربع از پلاک فرعی از ۱۶ اصلی واقع در بخش ۸ اراک خریداری برابر مبایعه نامه عادی ازمحل مالکیت عشقعلی جلالوندی. (493, 1030, 717, 1099)
notice-entry: ردیف ۵۳- رای شماره ۷۳۶۶-۱۴۰۴/۱۲/۲۵-خانم/آقا منصوره علی پوروروانی فرزند حسن قلی بشماره شناسنامه ۷۶ به شماره ملی ۰۵۸۹۶۷۹۷۱۶-در ششدانگ یک قطعه زمین مزروعی محصوربااتاق نگهبانی احداثی درآن به مساحت ۴۳۸/۷۳ مترمربع از پلاک فرعی از ۴۵۸۱ اصلی واقع در بخش یک اراک خریداری برابر مبایعه نامه عادی ازمحل مالکیت فتح اله رحمتی. (6, 149, 229, 218)
notice-entry: ردیف ۲۱- رای شماره ۳۳۱۵-۱۴۰۴/۱۲/۱۹-خانم/آقا یوسف میرزائی فرزند حسین بشماره شناسنامه ۹ به شماره ملی ۰۵۳۳۹۶۷۷۱۷-در ششدانگ یک قطعه زمین مزروعی به مساحت ۵۷۹/۲۰ مترمربع از پلاک فرعی از ۱۴ اصلی واقع در بخش ۸ اراک خریداری برابر مبایعه نامه عادی ازمحل مالکیت حسین میرزائی. (493, 358, 717, 415)
signer-name: محمد حسین عبدی (80, 1160, 154, 1171)
notice-entry: ردیف ۹- رای شماره ۱۳۱۶-۱۴۰۵/۰۱/۱۶-خانم/آقا مجتبی جلالوندی فرزند مصطفی بشماره شناسنامه ۱۹ به شماره ملی ۰۵۳۱۴۲۷۱۱۹-در ششدانگ یک قطعه زمین مزروعی به مساحت ۷۶۹۶/۹۰ مترمربع از پلاک فرعی از ۱۶ اصلی واقع در بخش ۸ اراک خریداری برابر مبایعه نامه عادی ازمحل مالکیت مجتبی جلالوندی. (737, 745, 960, 802)
section-title: آگهی (336, 22, 374, 38)
notice-entry: ردیف ۲۴- رای شماره ۲۱۸۵-۱۴۰۴/۱۲/۲۵-خانم/آقا روح اله صفری فرزند نصرت اله بشماره شناسنامه ۱۹ به شماره ملی ۰۶۲۱۸۱۸۴۴۵-در ششدانگ یک قطعه زمین مزروعی به مساحت ۱۰۰۰۰ مترمربع از پلاک ۱۴۴ الی فرعی از ۱۶ اصلی واقع در حومه بخش دو اراک خریداری برابر مبایعه نامه عادی ازمحل مالکیت مهدی افتخاری. (493, 555, 717, 624)
newspaper-logo: رسالت (612, 28, 700, 63)
column-3 (250, 80, 473, 1432)
